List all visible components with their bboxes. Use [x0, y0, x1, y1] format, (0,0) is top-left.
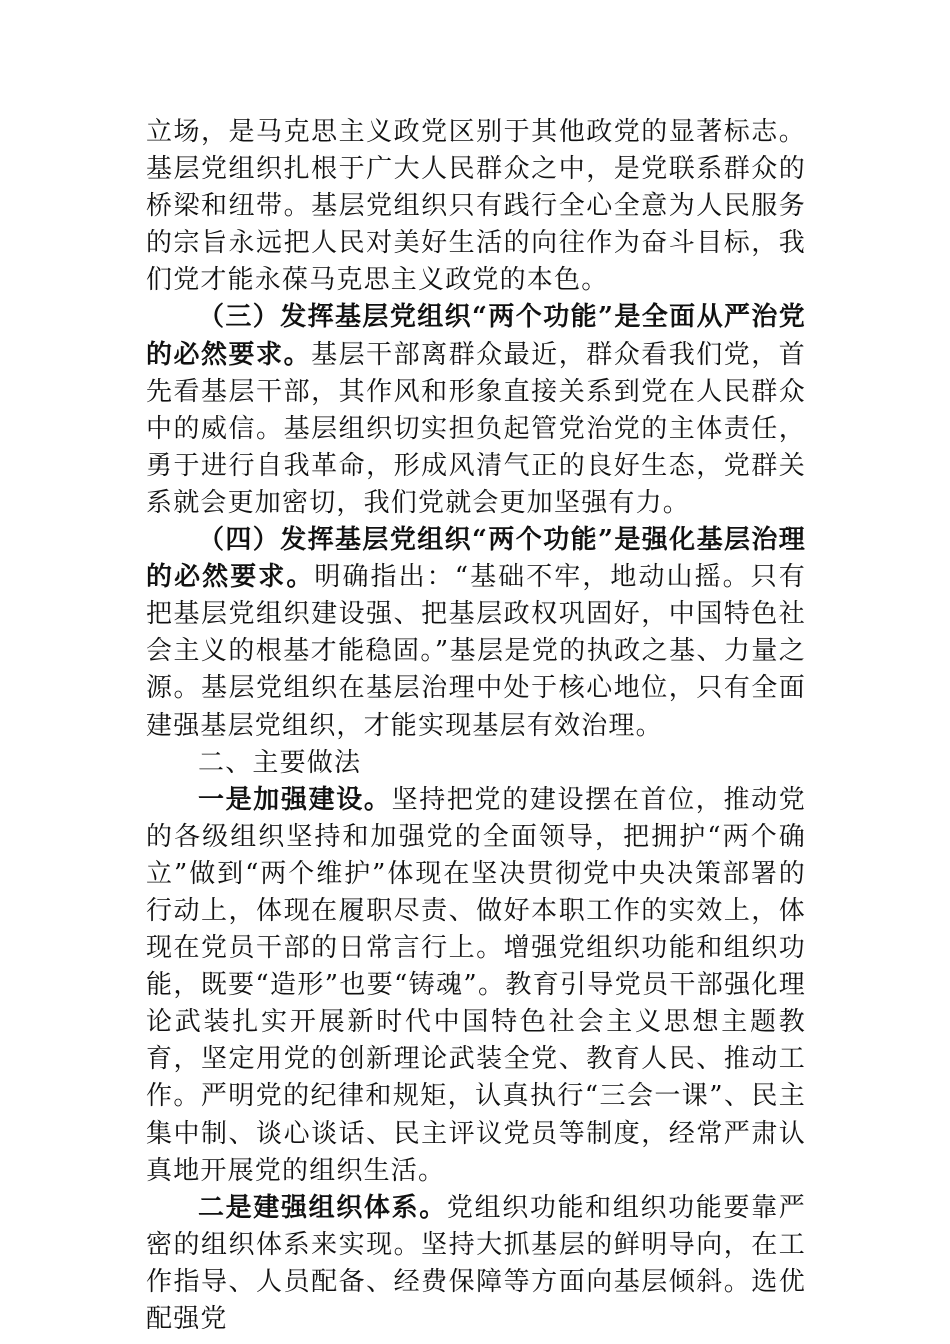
paragraph-3-heading: （四）发挥基层党组织“两个功能”是强化基层治理的必然要求。 — [146, 525, 806, 593]
paragraph-4-text: 坚持把党的建设摆在首位，推动党的各级组织坚持和加强党的全面领导，把拥护“两个确立”做到“两个维护”体现在坚决贯彻党中央决策部署的行动上，体现在履职尽责、做好本职工作的实效上，体现在党员干部的日常言行上。增强党组织功能和组织功能，既要“造形”也要“铸魂”。教育引导党员干部强化理论武装扎实开展新时代中国特色社会主义思想主题教育，坚定用党的创新理论武装全党、教育人民、推动工作。严明党的纪律和规矩，认真执行“三会一课”、民主集中制、谈心谈话、民主评议党员等制度，经常严肃认真地开展党的组织生活。 — [146, 784, 806, 1186]
paragraph-2-text: 基层干部离群众最近，群众看我们党，首先看基层干部，其作风和形象直接关系到党在人民群众中的威信。基层组织切实担负起管党治党的主体责任，勇于进行自我革命，形成风清气正的良好生态，党群关系就会更加密切，我们党就会更加坚强有力。 — [146, 339, 806, 518]
document-body — [146, 114, 806, 1338]
paragraph-5-text: 党组织功能和组织功能要靠严密的组织体系来实现。坚持大抓基层的鲜明导向，在工作指导、人员配备、经费保障等方面向基层倾斜。选优配强党 — [146, 1192, 806, 1334]
paragraph-5-heading: 二是建强组织体系。 — [198, 1192, 447, 1223]
paragraph-4 — [146, 782, 806, 1190]
section-heading: 二、主要做法 — [198, 747, 362, 778]
paragraph-2 — [146, 299, 806, 522]
paragraph-5 — [146, 1190, 806, 1338]
paragraph-3 — [146, 522, 806, 745]
paragraph-2-heading: （三）发挥基层党组织“两个功能”是全面从严治党的必然要求。 — [146, 302, 806, 370]
paragraph-3-text: 明确指出：“基础不牢，地动山摇。只有把基层党组织建设强、把基层政权巩固好，中国特色社会主义的根基才能稳固。”基层是党的执政之基、力量之源。基层党组织在基层治理中处于核心地位，只有全面建强基层党组织，才能实现基层有效治理。 — [146, 562, 806, 741]
paragraph-1 — [146, 114, 806, 299]
paragraph-1-text: 立场，是马克思主义政党区别于其他政党的显著标志。基层党组织扎根于广大人民群众之中，是党联系群众的桥梁和纽带。基层党组织只有践行全心全意为人民服务的宗旨永远把人民对美好生活的向往作为奋斗目标，我们党才能永葆马克思主义政党的本色。 — [146, 117, 806, 296]
paragraph-4-heading: 一是加强建设。 — [198, 784, 392, 815]
